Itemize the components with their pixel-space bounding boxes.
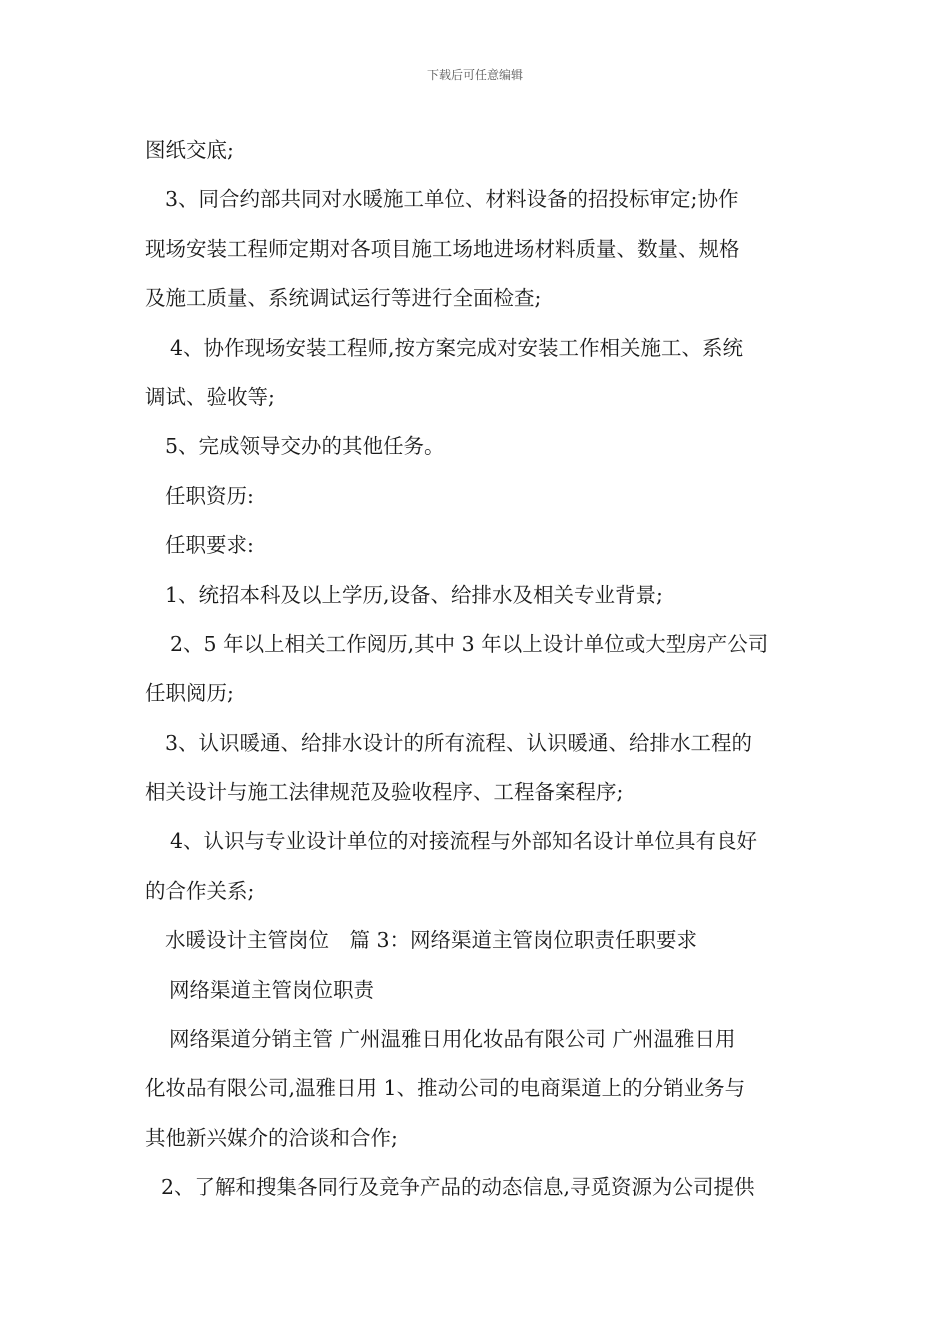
- text-line: 2、了解和搜集各同行及竞争产品的动态信息,寻觅资源为公司提供: [161, 1175, 755, 1200]
- text-line: 3、认识暖通、给排水设计的所有流程、认识暖通、给排水工程的: [165, 730, 753, 755]
- text-line: 4、协作现场安装工程师,按方案完成对安装工作相关施工、系统: [170, 335, 744, 360]
- text-line: 任职阅历;: [145, 681, 234, 706]
- text-line: 水暖设计主管岗位 篇 3：网络渠道主管岗位职责任职要求: [165, 928, 698, 953]
- text-line: 任职资历:: [165, 483, 254, 508]
- text-line: 5、完成领导交办的其他任务。: [165, 434, 445, 459]
- text-line: 及施工质量、系统调试运行等进行全面检查;: [145, 286, 542, 311]
- text-line: 化妆品有限公司,温雅日用 1、推动公司的电商渠道上的分销业务与: [145, 1076, 746, 1101]
- text-line: 相关设计与施工法律规范及验收程序、工程备案程序;: [145, 780, 624, 805]
- text-line: 网络渠道主管岗位职责: [169, 977, 374, 1002]
- text-line: 网络渠道分销主管 广州温雅日用化妆品有限公司 广州温雅日用: [169, 1027, 736, 1052]
- document-body: [145, 126, 807, 1213]
- text-line: 现场安装工程师定期对各项目施工场地进场材料质量、数量、规格: [145, 236, 740, 261]
- text-line: 4、认识与专业设计单位的对接流程与外部知名设计单位具有良好: [170, 829, 758, 854]
- text-line: 调试、验收等;: [145, 384, 275, 409]
- page-header: 下载后可任意编辑: [426, 68, 523, 82]
- text-line: 3、同合约部共同对水暖施工单位、材料设备的招投标审定;协作: [165, 187, 739, 212]
- text-line: 图纸交底;: [145, 138, 234, 162]
- text-line: 任职要求:: [165, 533, 254, 558]
- text-line: 其他新兴媒介的洽谈和合作;: [145, 1125, 398, 1150]
- text-line: 的合作关系;: [145, 878, 255, 903]
- text-line: 1、统招本科及以上学历,设备、给排水及相关专业背景;: [165, 582, 663, 607]
- text-line: 2、5 年以上相关工作阅历,其中 3 年以上设计单位或大型房产公司: [170, 631, 769, 656]
